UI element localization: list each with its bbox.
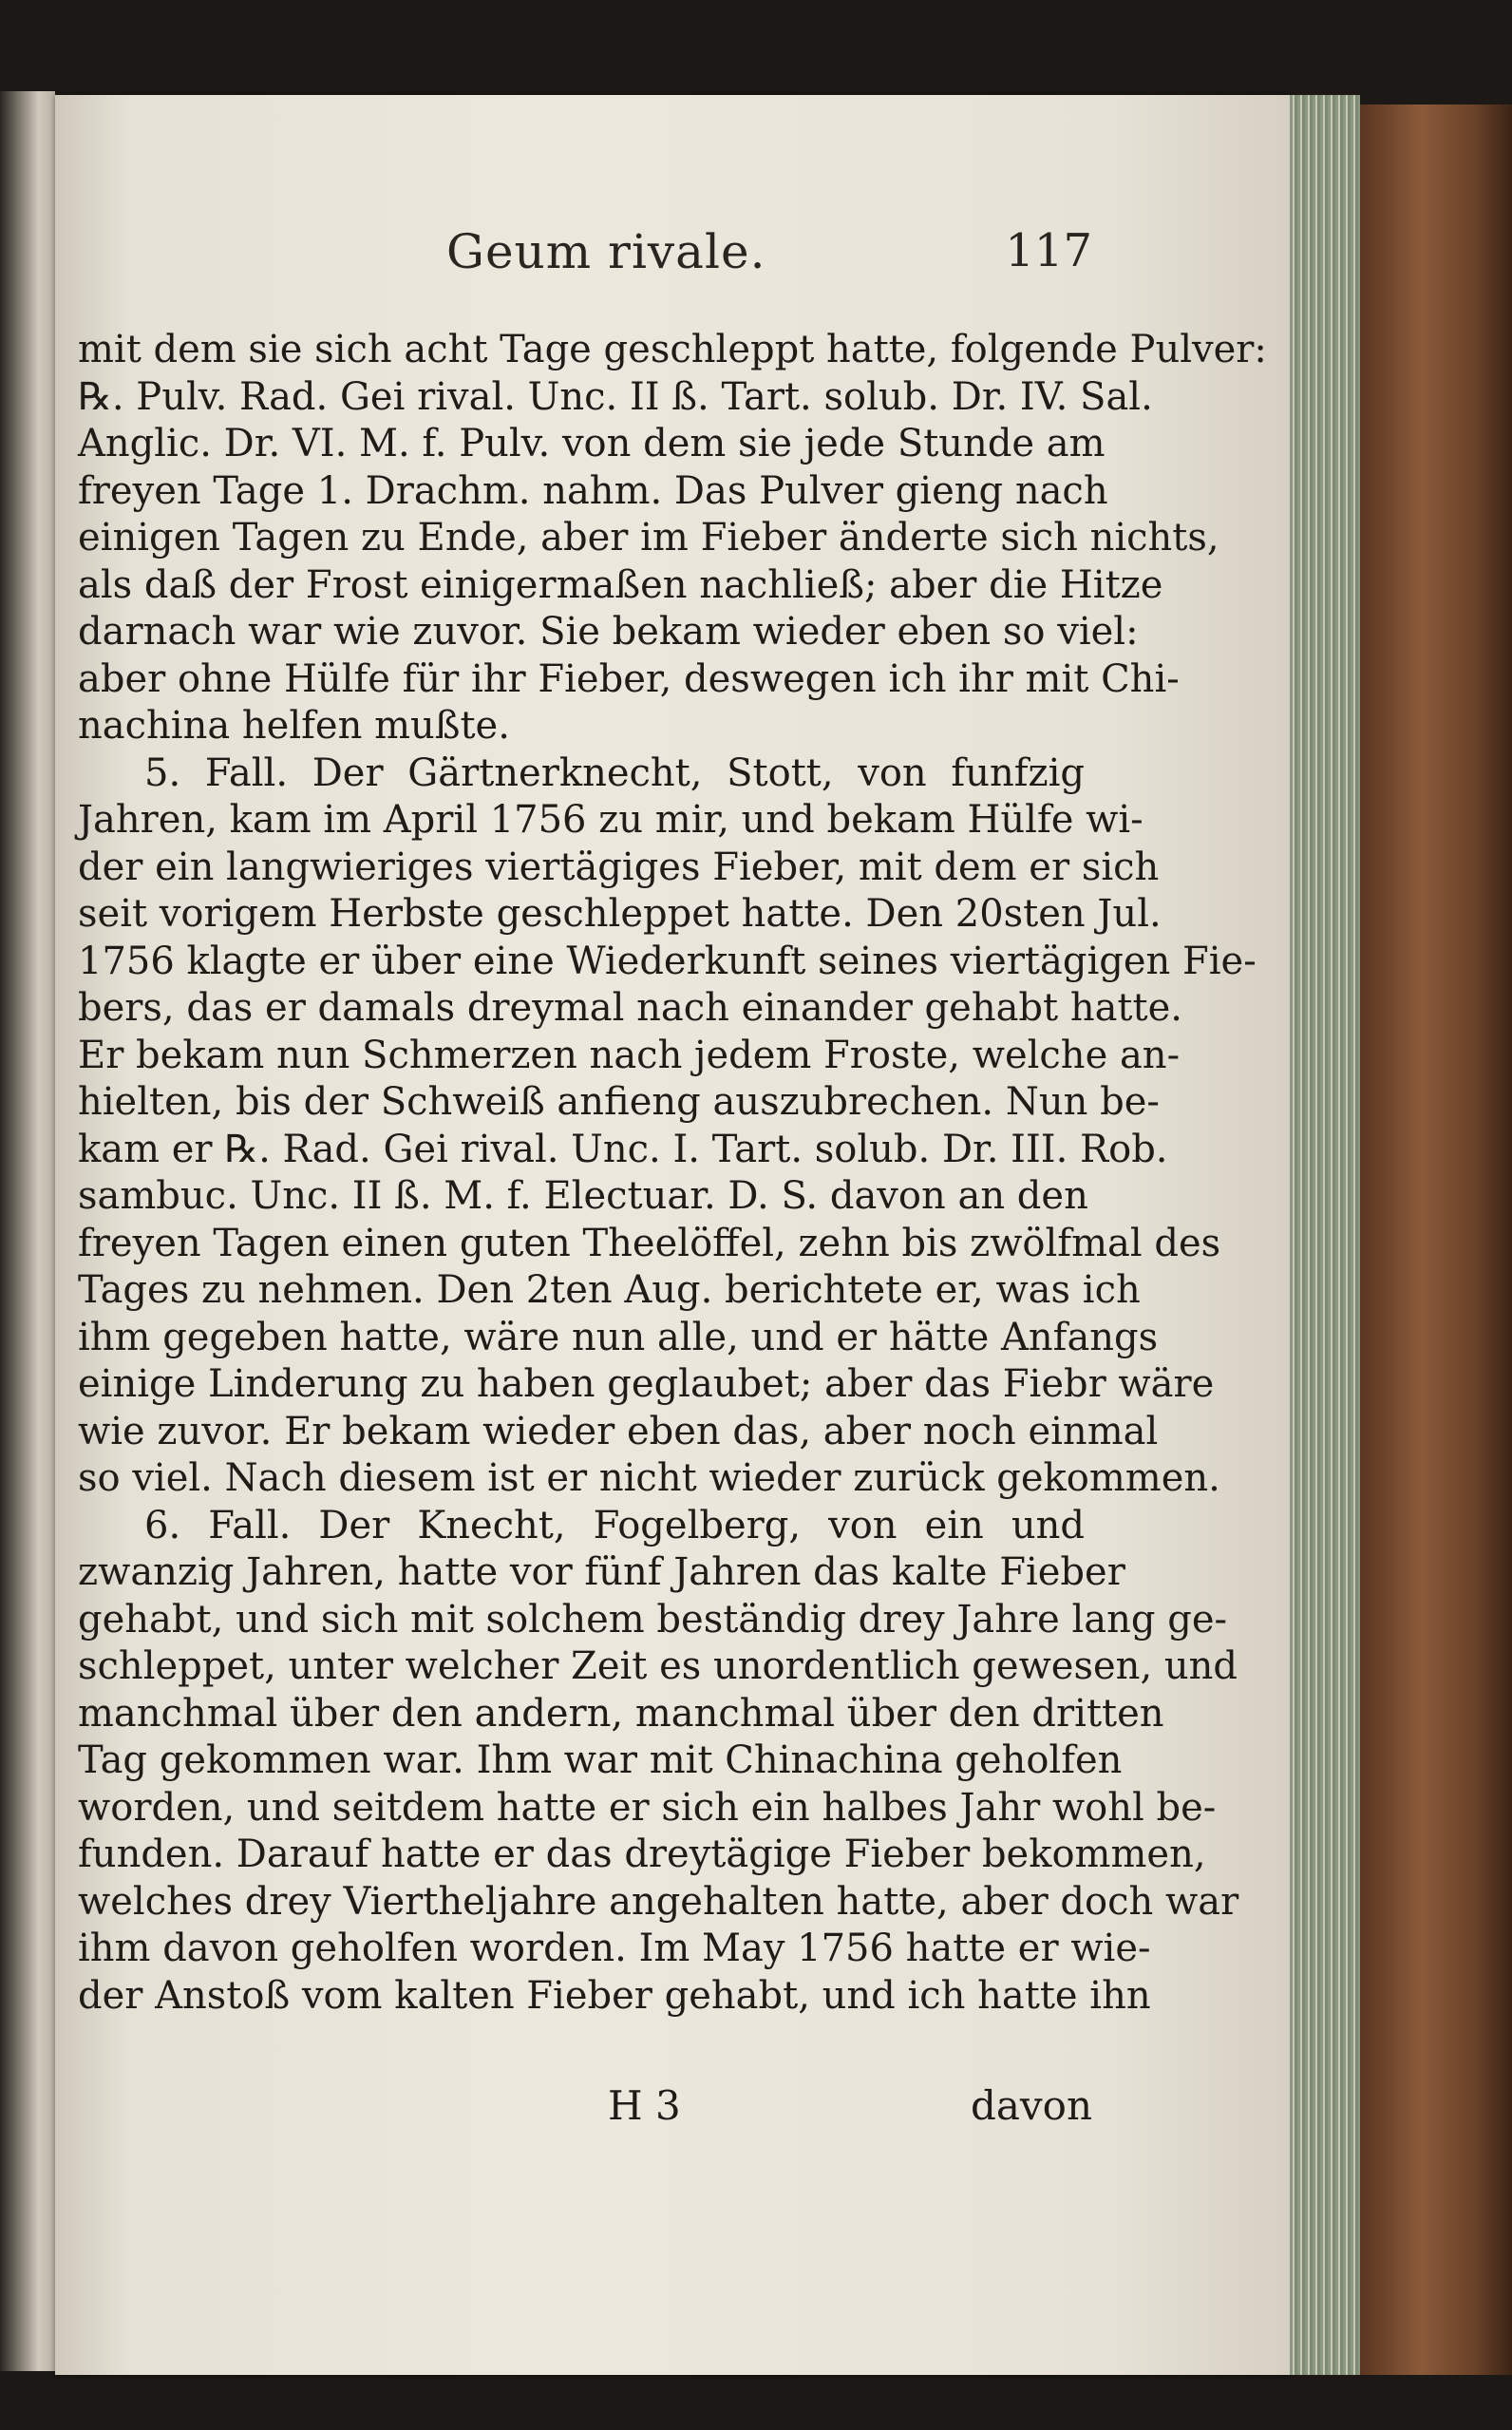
- text-line: zwanzig Jahren, hatte vor fünf Jahren das kalte Fieber: [78, 1550, 1125, 1594]
- text-line: einigen Tagen zu Ende, aber im Fieber änderte sich nichts,: [78, 516, 1219, 560]
- text-line: Er bekam nun Schmerzen nach jedem Froste, welche an-: [78, 1033, 1181, 1077]
- text-line: schleppet, unter welcher Zeit es unordentlich gewesen, und: [78, 1644, 1238, 1688]
- running-title: Geum rivale.: [446, 224, 766, 279]
- text-line: ℞. Pulv. Rad. Gei rival. Unc. II ß. Tart. solub. Dr. IV. Sal.: [78, 374, 1153, 419]
- text-line: 1756 klagte er über eine Wiederkunft seines viertägigen Fie-: [78, 939, 1257, 983]
- text-line: ihm davon geholfen worden. Im May 1756 hatte er wie-: [78, 1927, 1151, 1970]
- text-line: so viel. Nach diesem ist er nicht wieder zurück gekommen.: [78, 1456, 1220, 1500]
- text-line: funden. Darauf hatte er das dreytägige Fieber bekommen,: [78, 1832, 1206, 1876]
- text-line: Jahren, kam im April 1756 zu mir, und bekam Hülfe wi-: [78, 798, 1143, 842]
- signature-mark: H 3: [608, 2082, 681, 2129]
- text-line: aber ohne Hülfe für ihr Fieber, deswegen ich ihr mit Chi-: [78, 656, 1180, 701]
- text-line: manchmal über den andern, manchmal über den dritten: [78, 1691, 1164, 1736]
- text-line: nachina helfen mußte.: [78, 704, 510, 748]
- text-line: kam er ℞. Rad. Gei rival. Unc. I. Tart. solub. Dr. III. Rob.: [78, 1127, 1168, 1171]
- text-line: worden, und seitdem hatte er sich ein halbes Jahr wohl be-: [78, 1785, 1217, 1830]
- text-line: darnach war wie zuvor. Sie bekam wieder eben so viel:: [78, 610, 1139, 654]
- catchword: davon: [971, 2082, 1092, 2129]
- text-line: hielten, bis der Schweiß anfieng auszubrechen. Nun be-: [78, 1080, 1160, 1124]
- text-line: 6. Fall. Der Knecht, Fogelberg, von ein und: [144, 1503, 1085, 1547]
- text-line: seit vorigem Herbste geschleppet hatte. Den 20sten Jul.: [78, 892, 1162, 936]
- text-line: gehabt, und sich mit solchem beständig drey Jahre lang ge-: [78, 1597, 1228, 1642]
- text-line: Anglic. Dr. VI. M. f. Pulv. von dem sie jede Stunde am: [78, 422, 1106, 465]
- text-line: Tages zu nehmen. Den 2ten Aug. berichtete er, was ich: [78, 1268, 1141, 1312]
- text-line: bers, das er damals dreymal nach einander gehabt hatte.: [78, 986, 1182, 1030]
- page-footer: [114, 2082, 1092, 2139]
- text-line: sambuc. Unc. II ß. M. f. Electuar. D. S. davon an den: [78, 1174, 1088, 1218]
- leather-cover: [1360, 104, 1512, 2375]
- text-line: der ein langwieriges viertägiges Fieber, mit dem er sich: [78, 845, 1160, 889]
- text-line: wie zuvor. Er bekam wieder eben das, aber noch einmal: [78, 1409, 1159, 1453]
- text-line: als daß der Frost einigermaßen nachließ; aber die Hitze: [78, 562, 1163, 607]
- page-edges: [1290, 95, 1360, 2375]
- text-line: welches drey Viertheljahre angehalten hatte, aber doch war: [78, 1879, 1239, 1924]
- page-number: 117: [1005, 224, 1092, 277]
- page-header: [114, 224, 1092, 300]
- body-text: [78, 327, 1267, 2020]
- text-line: einige Linderung zu haben geglaubet; aber das Fiebr wäre: [78, 1362, 1215, 1406]
- text-line: Tag gekommen war. Ihm war mit Chinachina geholfen: [78, 1738, 1123, 1782]
- text-line: freyen Tagen einen guten Theelöffel, zehn bis zwölfmal des: [78, 1221, 1221, 1265]
- text-line: mit dem sie sich acht Tage geschleppt hatte, folgende Pulver:: [78, 328, 1267, 371]
- text-line: ihm gegeben hatte, wäre nun alle, und er hätte Anfangs: [78, 1315, 1159, 1359]
- text-line: 5. Fall. Der Gärtnerknecht, Stott, von funfzig: [144, 750, 1085, 795]
- facing-page-edge: [0, 91, 55, 2371]
- text-line: der Anstoß vom kalten Fieber gehabt, und ich hatte ihn: [78, 1973, 1151, 2018]
- text-line: freyen Tage 1. Drachm. nahm. Das Pulver gieng nach: [78, 468, 1108, 513]
